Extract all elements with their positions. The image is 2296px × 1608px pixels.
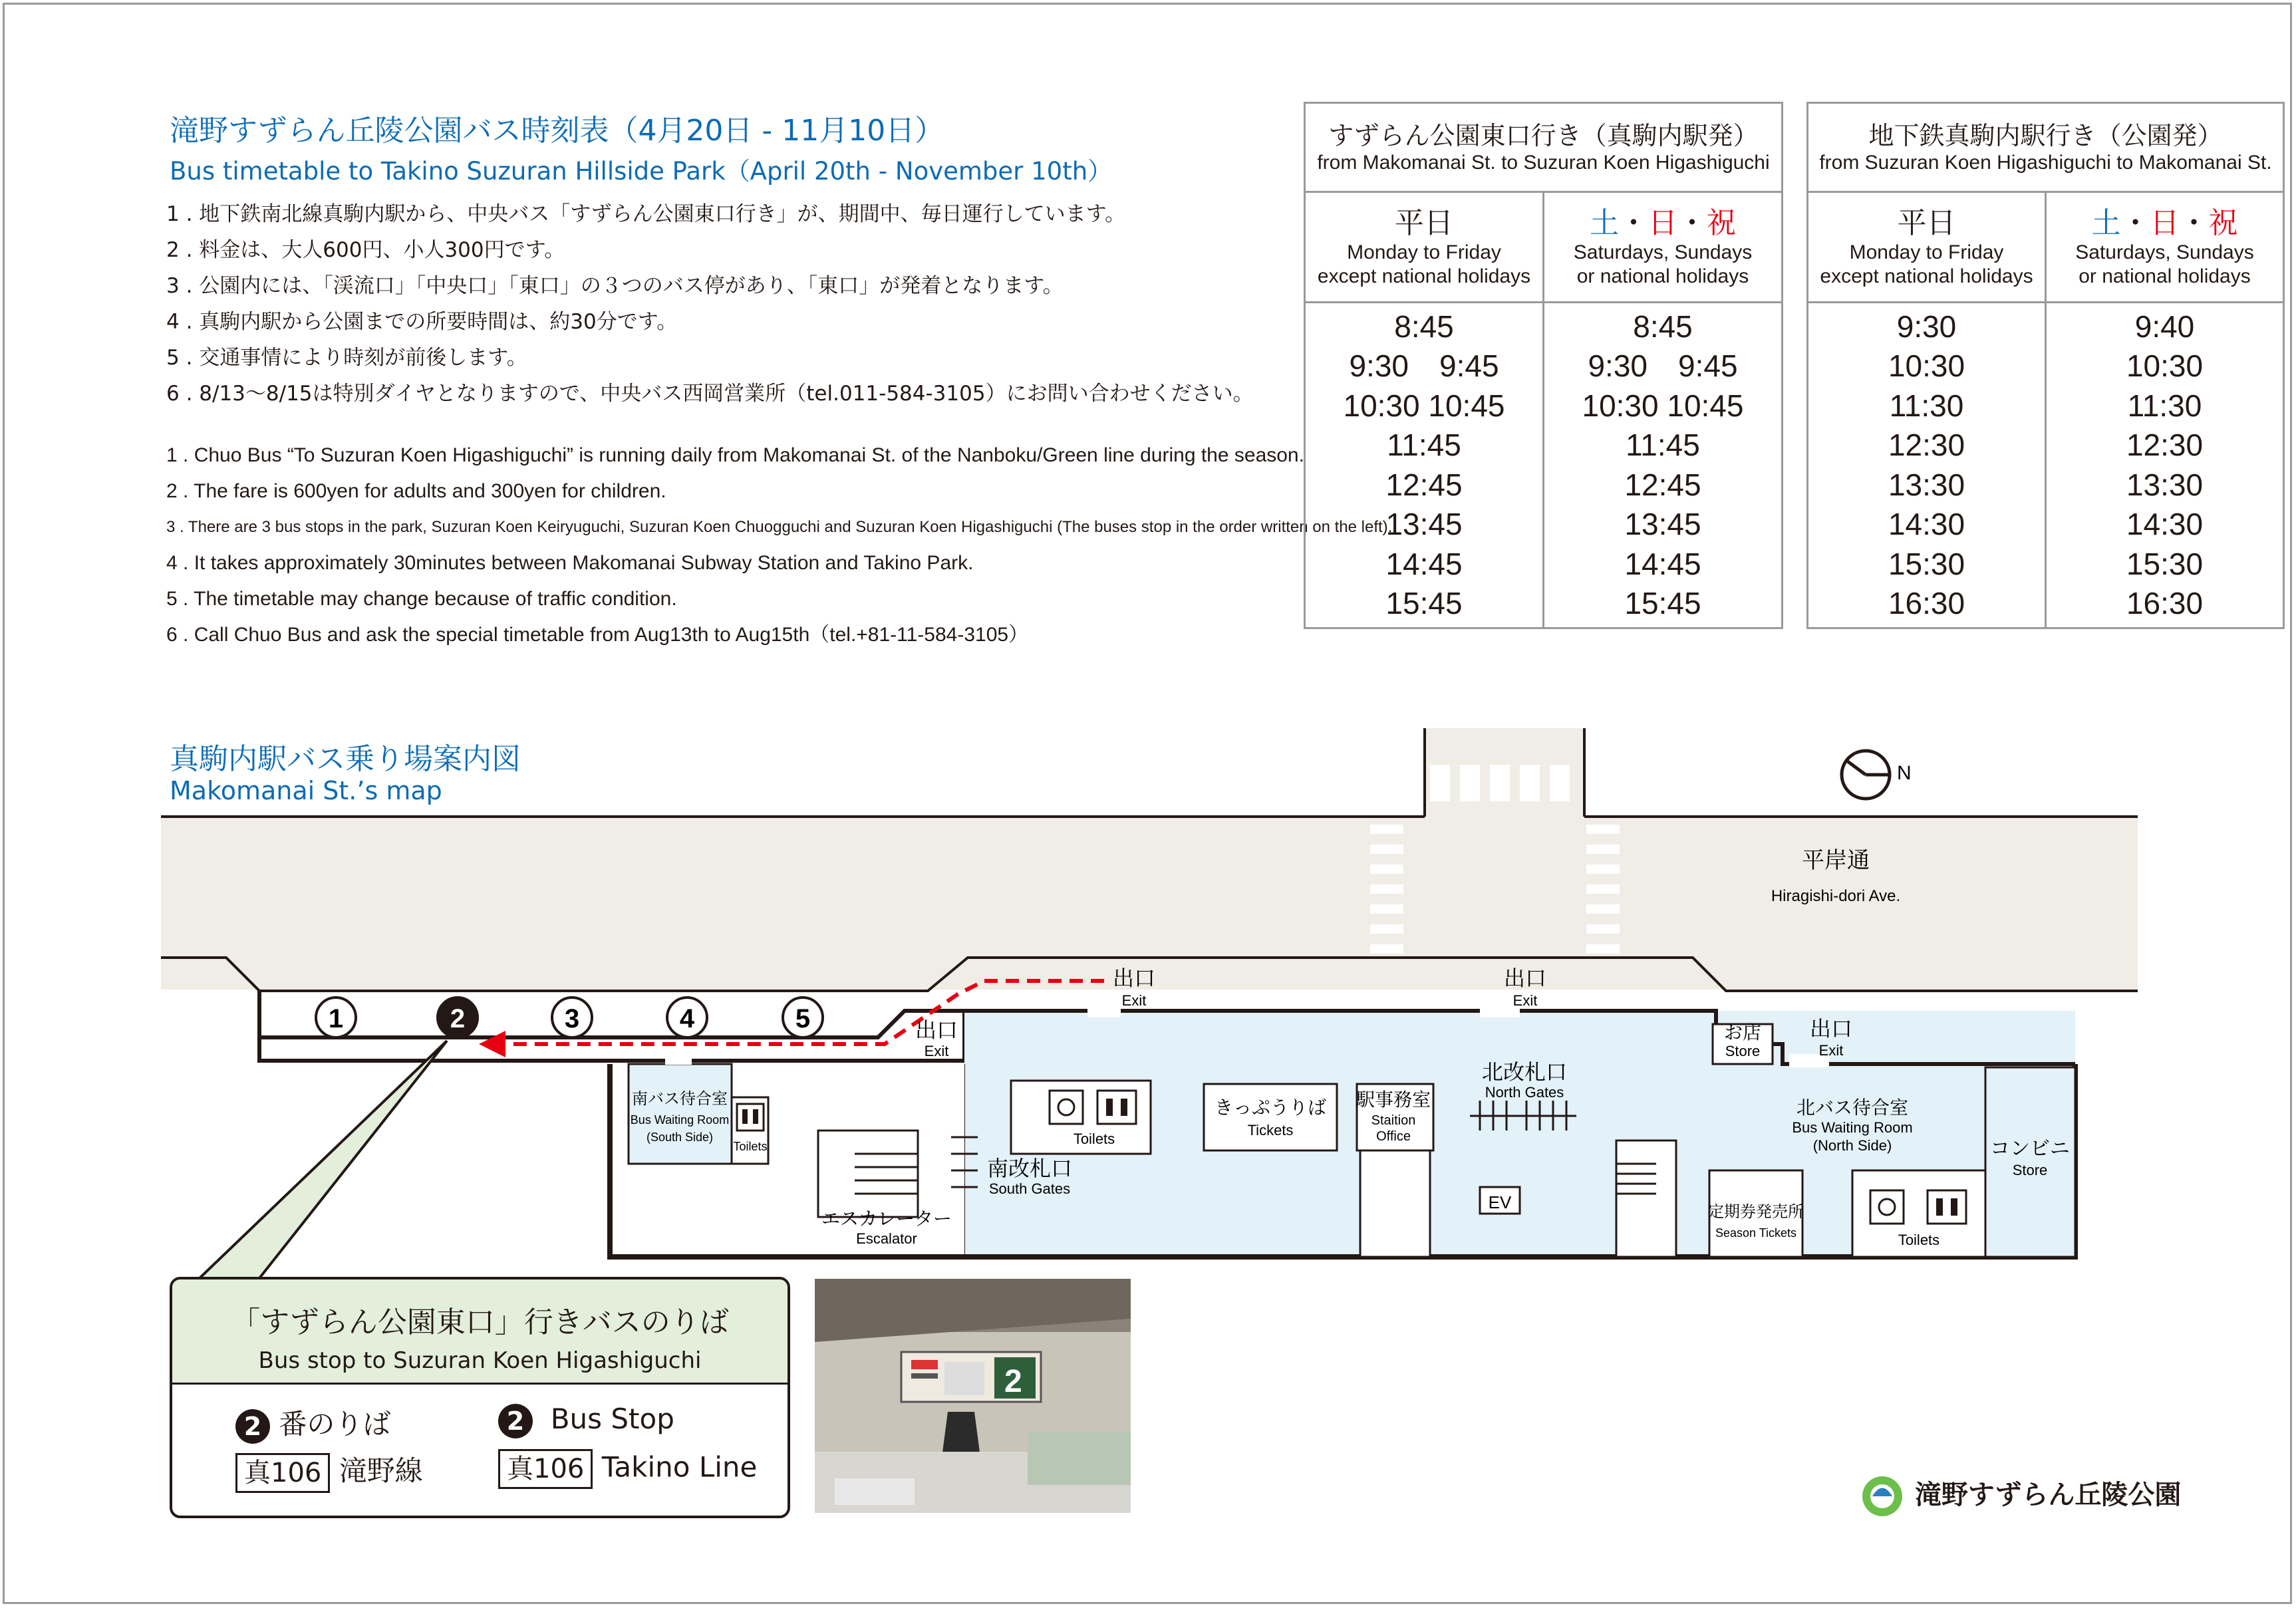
wheelchair-icon-north bbox=[1870, 1190, 1904, 1224]
svg-text:Bus Waiting Room: Bus Waiting Room bbox=[630, 1113, 730, 1127]
office-label: 駅事務室 bbox=[1356, 1089, 1431, 1110]
svg-text:Store: Store bbox=[1725, 1043, 1761, 1059]
holiday-times: 8:45 9:30 9:45 10:30 10:45 11:45 12:45 13:45 14:45 15:45 bbox=[1544, 303, 1783, 628]
note-en-3: 3 . There are 3 bus stops in the park, Suzuran Koen Keiryuguchi, Suzuran Koen Chuogguchi and Suzuran Koen Higashiguchi (The buses stop in the order written on the left). bbox=[166, 518, 1393, 536]
note-en-2: 2 . The fare is 600yen for adults and 300yen for children. bbox=[166, 480, 666, 502]
callout-subtitle: Bus stop to Suzuran Koen Higashiguchi bbox=[258, 1347, 702, 1374]
south-room-label: 南バス待合室 bbox=[632, 1090, 728, 1108]
weekday-header: 平日 bbox=[1395, 206, 1453, 239]
bus-stop-callout bbox=[170, 1277, 790, 1518]
route-ja: 真106 滝野線 bbox=[235, 1449, 423, 1493]
note-ja-4: 4 . 真駒内駅から公園までの所要時間は、約30分です。 bbox=[166, 310, 678, 334]
svg-text:North Gates: North Gates bbox=[1485, 1084, 1564, 1101]
note-ja-1: 1 . 地下鉄南北線真駒内駅から、中央バス「すずらん公園東口行き」が、期間中、毎日運行しています。 bbox=[166, 202, 1126, 226]
svg-text:South Gates: South Gates bbox=[988, 1180, 1071, 1197]
note-en-5: 5 . The timetable may change because of traffic condition. bbox=[166, 588, 677, 610]
exit-label-4: 出口 bbox=[1809, 1017, 1853, 1041]
timetable-to-station-title: 地下鉄真駒内駅行き（公園発） bbox=[1868, 122, 2223, 150]
park-logo-icon bbox=[1859, 1473, 1906, 1520]
avenue-label: 平岸通 bbox=[1802, 848, 1870, 873]
exit-label-1: 出口 bbox=[1112, 966, 1156, 990]
convenience-label: コンビニ bbox=[1990, 1138, 2070, 1160]
svg-text:Season Tickets: Season Tickets bbox=[1715, 1226, 1797, 1240]
escalator-box bbox=[818, 1131, 918, 1217]
svg-text:Exit: Exit bbox=[1512, 992, 1538, 1009]
route-arrow bbox=[479, 1031, 505, 1057]
north-compass-icon bbox=[1842, 751, 1912, 799]
restroom-icon-south bbox=[737, 1104, 764, 1131]
map-title: 真駒内駅バス乗り場案内図 bbox=[170, 742, 521, 776]
south-gates-label: 南改札口 bbox=[986, 1156, 1073, 1180]
note-ja-5: 5 . 交通事情により時刻が前後します。 bbox=[166, 346, 527, 370]
note-en-6: 6 . Call Chuo Bus and ask the special timetable from Aug13th to Aug15th（tel.+81-11-584-3105） bbox=[166, 624, 1029, 646]
exit-label-3: 出口 bbox=[915, 1018, 958, 1042]
weekday-times: 8:45 9:30 9:45 10:30 10:45 11:45 12:45 13:45 14:45 15:45 bbox=[1305, 303, 1544, 628]
weekday-header: 平日 bbox=[1897, 206, 1956, 239]
page-subtitle: Bus timetable to Takino Suzuran Hillside Park（April 20th - November 10th） bbox=[170, 157, 1113, 186]
timetable-to-park-title: すずらん公園東口行き（真駒内駅発） bbox=[1328, 122, 1759, 150]
holiday-header: 土・日・祝 bbox=[1590, 206, 1736, 239]
note-en-4: 4 . It takes approximately 30minutes between Makomanai Subway Station and Takino Park. bbox=[166, 552, 974, 574]
svg-text:N: N bbox=[1897, 762, 1912, 784]
timetable-to-station-subtitle: from Suzuran Koen Higashiguchi to Makomanai St. bbox=[1819, 151, 2272, 174]
park-logo: 滝野すずらん丘陵公園 bbox=[1859, 1473, 2181, 1520]
note-ja-3: 3 . 公園内には、「渓流口」「中央口」「東口」の３つのバス停があり、「東口」が発着となります。 bbox=[166, 274, 1064, 298]
exit-label-2: 出口 bbox=[1503, 966, 1547, 990]
store-label: お店 bbox=[1723, 1022, 1762, 1043]
elevator-label: EV bbox=[1488, 1192, 1512, 1212]
svg-text:Exit: Exit bbox=[924, 1043, 949, 1059]
tickets-label: きっぷうりば bbox=[1214, 1097, 1327, 1118]
timetable-to-station: 地下鉄真駒内駅行き（公園発） from Suzuran Koen Higashiguchi to Makomanai St. 平日 Monday to Friday except national holidays 土・日・祝 Saturdays, Sundays or national holidays 9:30 10:30 11:30 12:30 13:30 14:30 15:30 16:30 9:40 10:30 11:30 12:30 13:30 14:30 15:30 16:30 bbox=[1806, 102, 2285, 629]
svg-text:Exit: Exit bbox=[1121, 992, 1147, 1009]
toilets-north-label: Toilets bbox=[1898, 1232, 1940, 1248]
svg-text:2: 2 bbox=[1004, 1364, 1022, 1399]
svg-text:(South Side): (South Side) bbox=[646, 1131, 714, 1144]
svg-text:Exit: Exit bbox=[1818, 1042, 1844, 1059]
season-tickets-label: 定期券発売所 bbox=[1708, 1203, 1804, 1221]
callout-pointer bbox=[200, 1041, 447, 1278]
weekday-times: 9:30 10:30 11:30 12:30 13:30 14:30 15:30 16:30 bbox=[1808, 303, 2046, 628]
timetable-to-park-subtitle: from Makomanai St. to Suzuran Koen Higashiguchi bbox=[1317, 151, 1770, 174]
svg-text:Store: Store bbox=[2012, 1162, 2048, 1178]
platform-ja: 2 番のりば bbox=[235, 1403, 390, 1444]
note-en-1: 1 . Chuo Bus “To Suzuran Koen Higashiguchi” is running daily from Makomanai St. of the Nanboku/Green line during the season. bbox=[166, 444, 1304, 466]
page-title: 滝野すずらん丘陵公園バス時刻表（4月20日 - 11月10日） bbox=[170, 114, 944, 148]
svg-text:Escalator: Escalator bbox=[856, 1230, 917, 1247]
svg-text:Toilets: Toilets bbox=[733, 1140, 768, 1153]
holiday-header: 土・日・祝 bbox=[2091, 206, 2238, 239]
exit-opening bbox=[1087, 1004, 1121, 1017]
svg-text:2: 2 bbox=[450, 1004, 466, 1033]
svg-text:(North Side): (North Side) bbox=[1812, 1137, 1892, 1154]
bus-stop-photo bbox=[815, 1279, 1131, 1513]
timetable-to-park: すずらん公園東口行き（真駒内駅発） from Makomanai St. to Suzuran Koen Higashiguchi 平日 Monday to Friday except national holidays 土・日・祝 Saturdays, Sundays or national holidays 8:45 9:30 9:45 10:30 10:45 11:45 12:45 13:45 14:45 15:45 8:45 9:30 9:45 10:30 10:45 11:45 12:45 13:45 14:45 15:45 bbox=[1304, 102, 1783, 629]
svg-text:5: 5 bbox=[795, 1004, 811, 1033]
platform-en: 2 Bus Stop bbox=[498, 1403, 674, 1438]
restroom-icon bbox=[1097, 1091, 1136, 1124]
svg-text:Office: Office bbox=[1376, 1129, 1411, 1144]
north-gates-label: 北改札口 bbox=[1481, 1060, 1568, 1084]
note-ja-2: 2 . 料金は、大人600円、小人300円です。 bbox=[166, 238, 565, 262]
callout-header bbox=[172, 1279, 788, 1385]
svg-text:4: 4 bbox=[679, 1004, 695, 1033]
svg-text:Staition: Staition bbox=[1371, 1113, 1416, 1128]
escalator-label: エスカレーター bbox=[821, 1208, 952, 1229]
svg-text:Bus Waiting Room: Bus Waiting Room bbox=[1792, 1119, 1913, 1136]
north-room-label: 北バス待合室 bbox=[1796, 1097, 1909, 1118]
svg-text:Tickets: Tickets bbox=[1247, 1122, 1294, 1139]
bus-stops bbox=[316, 998, 823, 1037]
svg-text:3: 3 bbox=[564, 1004, 580, 1033]
holiday-times: 9:40 10:30 11:30 12:30 13:30 14:30 15:30 16:30 bbox=[2046, 303, 2284, 628]
wheelchair-icon bbox=[1050, 1091, 1083, 1124]
toilets-center-label: Toilets bbox=[1073, 1131, 1115, 1147]
callout-title: 「すずらん公園東口」行きバスのりば bbox=[231, 1305, 729, 1339]
svg-text:1: 1 bbox=[328, 1004, 344, 1033]
svg-text:Hiragishi-dori Ave.: Hiragishi-dori Ave. bbox=[1771, 887, 1901, 905]
note-ja-6: 6 . 8/13～8/15は特別ダイヤとなりますので、中央バス西岡営業所（tel.011-584-3105）にお問い合わせください。 bbox=[166, 382, 1254, 406]
restroom-icon-north bbox=[1928, 1190, 1966, 1224]
route-en: 真106 Takino Line bbox=[498, 1449, 757, 1489]
map-subtitle: Makomanai St.’s map bbox=[170, 776, 442, 805]
